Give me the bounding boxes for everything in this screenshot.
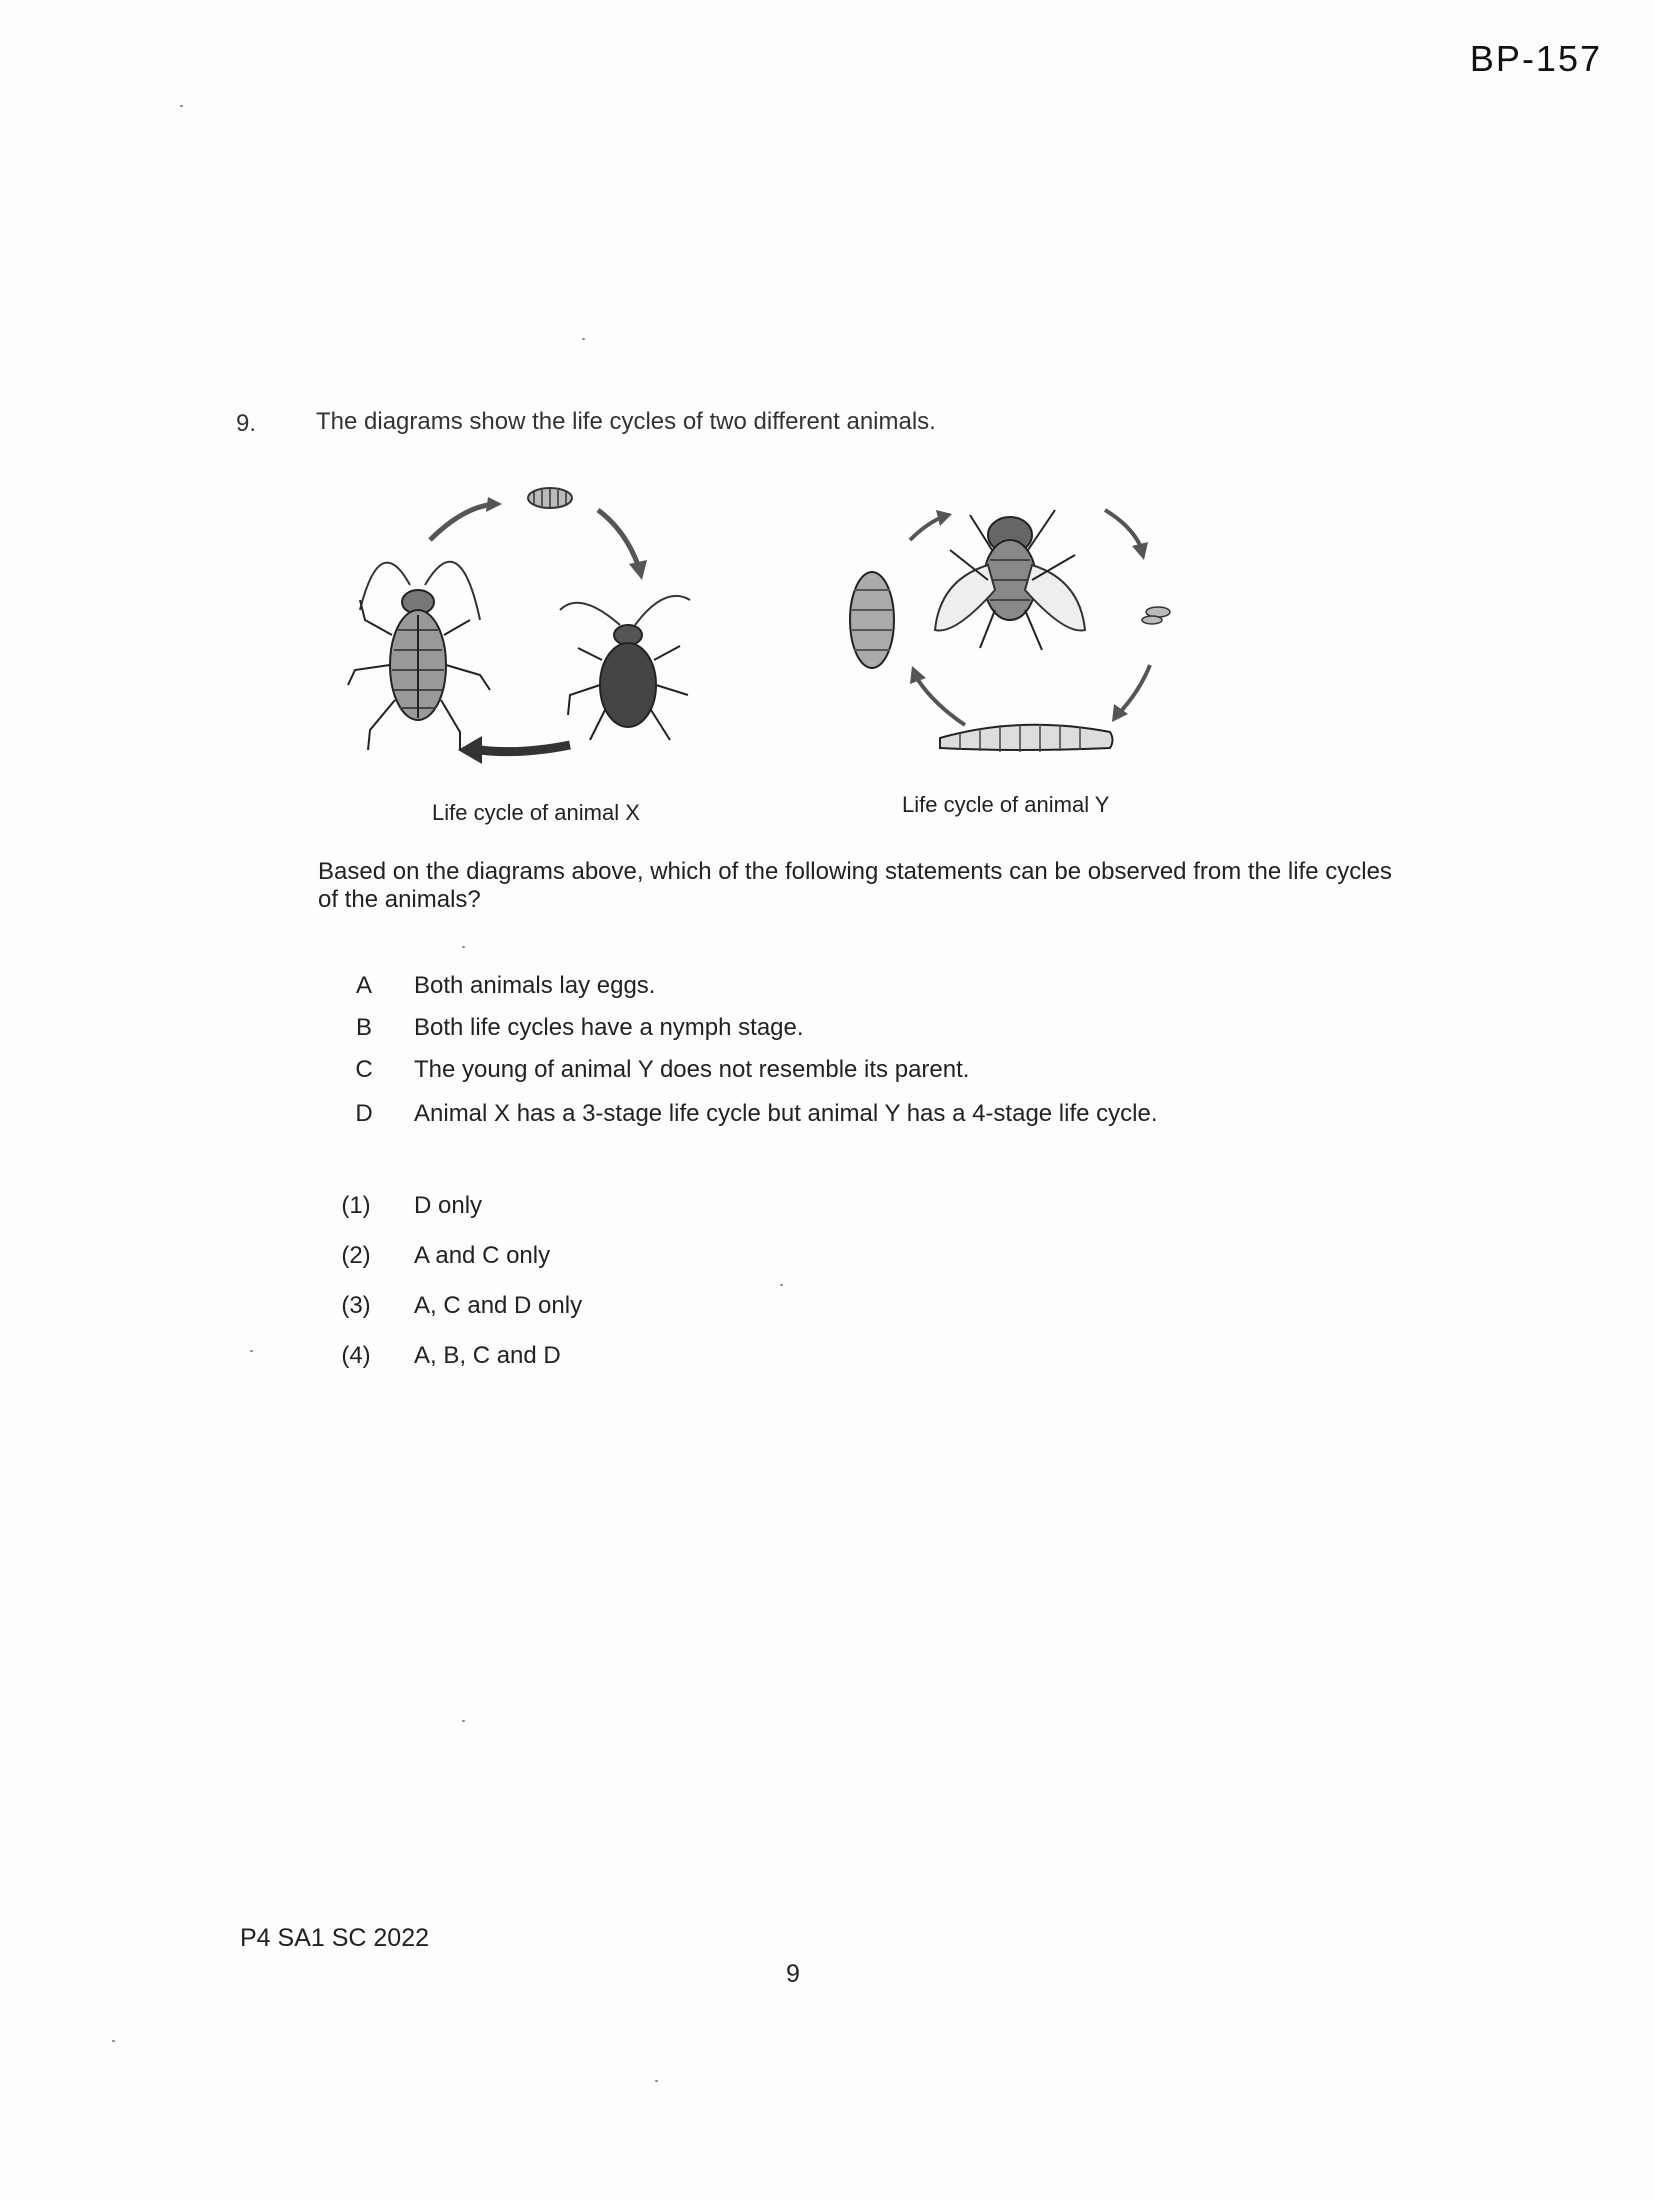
fly-eggs-icon [1142,607,1170,624]
scan-speck [655,2080,658,2082]
option-label[interactable]: (1) [341,1192,371,1219]
cycle-arrow-icon [458,736,570,764]
option-text[interactable]: A, C and D only [414,1292,583,1319]
statement-label: D [355,1100,373,1127]
option-label[interactable]: (4) [341,1342,371,1369]
caption-animal-y: Life cycle of animal Y [902,792,1110,817]
cycle-arrow-icon [430,497,502,540]
statement-text: Animal X has a 3-stage life cycle but animal Y has a 4-stage life cycle. [414,1100,1158,1127]
cycle-arrow-icon [1105,510,1148,560]
scan-speck [180,105,183,107]
document-code: BP-157 [1469,38,1602,79]
statement-label: A [355,972,372,999]
cycle-arrow-icon [910,666,965,725]
cycle-arrow-icon [910,510,952,540]
page-number: 9 [786,1960,800,1988]
option-text[interactable]: A, B, C and D [414,1342,561,1369]
statement-label: B [355,1014,372,1041]
option-text[interactable]: A and C only [414,1242,551,1269]
statement-text: Both animals lay eggs. [414,972,656,999]
option-label[interactable]: (2) [341,1242,371,1269]
statement-text: Both life cycles have a nymph stage. [414,1014,804,1041]
option-label[interactable]: (3) [341,1292,371,1319]
scan-speck [780,1284,783,1286]
question-number: 9. [236,410,257,437]
cockroach-egg-icon [528,488,572,508]
scan-speck [582,338,585,340]
cycle-arrow-icon [1112,665,1150,722]
option-text[interactable]: D only [414,1192,483,1219]
cockroach-nymph-icon [560,596,690,740]
question-prompt: Based on the diagrams above, which of the following statements can be observed from the life cycles of the animals? [318,858,1392,913]
fly-pupa-icon [850,572,894,668]
statement-text: The young of animal Y does not resemble its parent. [414,1056,970,1083]
exam-footer: P4 SA1 SC 2022 [240,1924,430,1952]
scan-speck [462,946,465,948]
question-text: The diagrams show the life cycles of two different animals. [316,408,936,435]
adult-fly-icon [935,510,1085,650]
statement-label: C [355,1056,373,1083]
scan-speck [250,1350,253,1352]
life-cycle-x-diagram [320,470,740,780]
scan-speck [112,2040,115,2042]
scan-speck [462,1720,465,1722]
adult-cockroach-icon [348,562,490,750]
caption-animal-x: Life cycle of animal X [432,800,640,825]
cycle-arrow-icon [598,510,647,580]
life-cycle-y-diagram [830,470,1210,780]
fly-larva-icon [940,724,1113,752]
